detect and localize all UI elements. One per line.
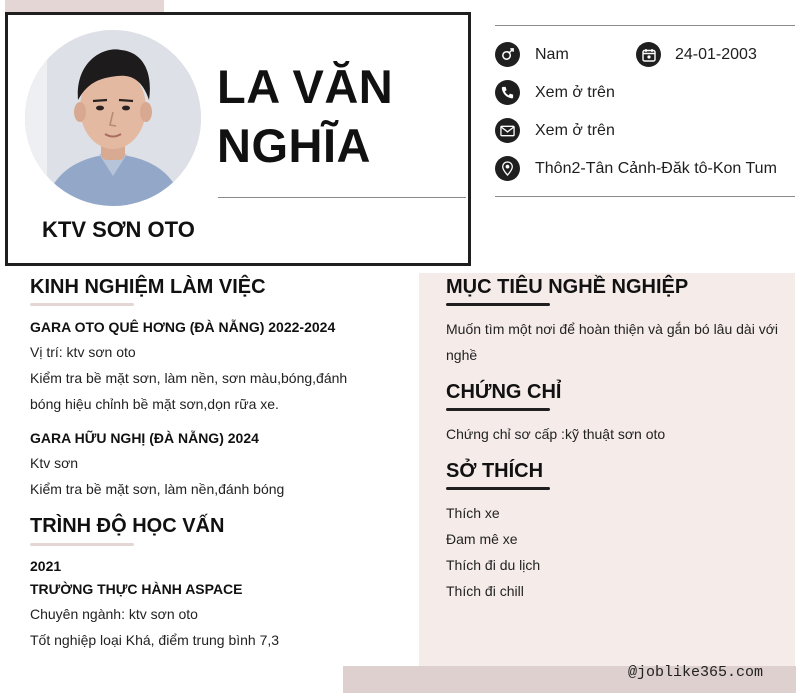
- job-1-line: Vị trí: ktv sơn oto: [30, 344, 136, 360]
- gender-icon: [495, 42, 520, 67]
- education-year: 2021: [30, 558, 62, 574]
- location-pin-icon: [495, 156, 520, 181]
- education-line: Chuyên ngành: ktv sơn oto: [30, 606, 198, 622]
- profile-photo-image: [25, 30, 201, 206]
- email-text: Xem ở trên: [535, 122, 615, 139]
- job-1-heading: GARA OTO QUÊ HƠNG (ĐÀ NẴNG) 2022-2024: [30, 319, 336, 335]
- job-1-line: Kiểm tra bề mặt sơn, làm nền, sơn màu,bóng,đánh: [30, 370, 348, 386]
- education-line: Tốt nghiệp loại Khá, điểm trung bình 7,3: [30, 632, 280, 648]
- objective-line: nghề: [446, 347, 478, 363]
- birthdate-text: 24-01-2003: [675, 46, 757, 63]
- hobbies-section-title: SỞ THÍCH: [446, 460, 544, 482]
- calendar-icon: [636, 42, 661, 67]
- hobby-item: Thích xe: [446, 505, 500, 521]
- job-2-line: Kiểm tra bề mặt sơn, làm nền,đánh bóng: [30, 481, 285, 497]
- hobbies-title-underline: [446, 487, 550, 490]
- address-text: Thôn2-Tân Cảnh-Đăk tô-Kon Tum: [535, 160, 777, 177]
- phone-text: Xem ở trên: [535, 84, 615, 101]
- experience-title-underline: [30, 303, 134, 306]
- objective-title-underline: [446, 303, 550, 306]
- certificates-section-title: CHỨNG CHỈ: [446, 381, 562, 403]
- job-title: KTV SƠN OTO: [42, 217, 195, 242]
- job-1-line: bóng hiệu chỉnh bề mặt sơn,dọn rữa xe.: [30, 396, 279, 412]
- candidate-name-line1: LA VĂN: [217, 60, 394, 113]
- job-2-heading: GARA HỮU NGHỊ (ĐÀ NẴNG) 2024: [30, 430, 259, 446]
- objective-section-title: MỤC TIÊU NGHỀ NGHIỆP: [446, 276, 689, 298]
- education-section-title: TRÌNH ĐỘ HỌC VẤN: [30, 515, 225, 537]
- education-title-underline: [30, 543, 134, 546]
- watermark-text: @joblike365.com: [628, 664, 764, 681]
- hobby-item: Thích đi du lịch: [446, 557, 541, 573]
- certificate-item: Chứng chỉ sơ cấp :kỹ thuật sơn oto: [446, 426, 666, 442]
- certificates-title-underline: [446, 408, 550, 411]
- gender-text: Nam: [535, 46, 569, 63]
- hobby-item: Đam mê xe: [446, 531, 518, 547]
- contact-divider-bottom: [495, 196, 795, 197]
- job-2-line: Ktv sơn: [30, 455, 79, 471]
- candidate-name: [217, 57, 457, 175]
- objective-line: Muốn tìm một nơi để hoàn thiện và gắn bó lâu dài với: [446, 321, 779, 337]
- phone-icon: [495, 80, 520, 105]
- name-divider: [218, 197, 466, 198]
- mail-icon: [495, 118, 520, 143]
- contact-divider-top: [495, 25, 795, 26]
- hobby-item: Thích đi chill: [446, 583, 524, 599]
- profile-photo: [25, 30, 201, 206]
- candidate-name-line2: NGHĨA: [217, 119, 371, 172]
- experience-section-title: KINH NGHIỆM LÀM VIỆC: [30, 276, 266, 298]
- education-school: TRƯỜNG THỰC HÀNH ASPACE: [30, 581, 243, 597]
